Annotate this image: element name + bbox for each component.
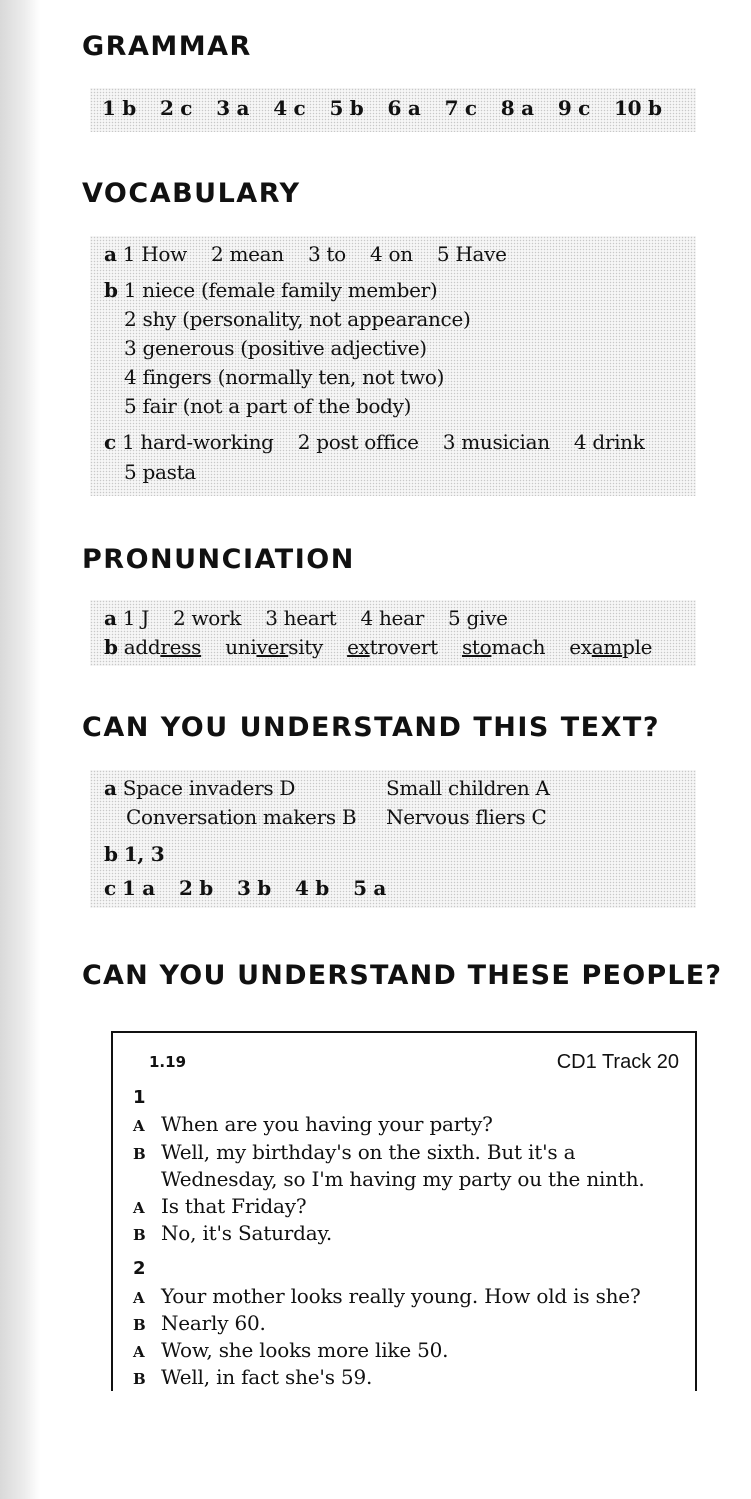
stress-word — [225, 635, 323, 659]
dialogue-line: Wednesday, so I'm having my party ou the ninth. — [161, 1167, 645, 1191]
text-c-item: 2 b — [178, 876, 213, 900]
stressed-syllable: ver — [256, 635, 289, 659]
speaker-label: A — [133, 1199, 145, 1217]
item-label: c — [104, 876, 116, 900]
grammar-answer: 1 b — [102, 96, 136, 120]
grammar-heading: GRAMMAR — [82, 31, 252, 62]
item-label: c — [104, 430, 116, 454]
track-name: CD1 Track 20 — [556, 1051, 679, 1073]
item-label: b — [104, 842, 118, 866]
pronunciation-a-row — [104, 606, 508, 630]
vocabulary-a-item: 1 How — [122, 242, 187, 266]
vocabulary-b-item: 1 niece (female family member) — [123, 278, 438, 302]
item-label: a — [104, 776, 117, 800]
speaker-label: A — [133, 1289, 145, 1307]
vocabulary-b-item: 2 shy (personality, not appearance) — [124, 307, 471, 331]
word-part: mach — [491, 635, 546, 659]
grammar-answer: 3 a — [216, 96, 250, 120]
text-a-item: Conversation makers B — [126, 805, 357, 829]
vocabulary-a-item: 2 mean — [210, 242, 284, 266]
stress-word — [569, 635, 652, 659]
speaker-label: B — [133, 1145, 146, 1163]
dialogue-line: Well, in fact she's 59. — [161, 1365, 373, 1389]
stressed-syllable: ress — [160, 635, 202, 659]
grammar-answer: 5 b — [329, 96, 364, 120]
speaker-label: B — [133, 1226, 146, 1244]
stressed-syllable: am — [591, 635, 623, 659]
vocabulary-answer-box — [90, 236, 696, 496]
stress-word — [347, 635, 438, 659]
pronunciation-b-row — [104, 635, 652, 659]
vocabulary-a-item: 4 on — [369, 242, 413, 266]
word-part: trovert — [369, 635, 438, 659]
pronunciation-a-item: 5 give — [448, 606, 508, 630]
vocabulary-heading: VOCABULARY — [82, 178, 301, 209]
vocabulary-c-item: 1 hard-working — [121, 430, 274, 454]
grammar-answer: 4 c — [273, 96, 306, 120]
text-b-answer: 1, 3 — [123, 842, 165, 866]
text-c-item: 5 a — [353, 876, 387, 900]
item-label: a — [104, 606, 117, 630]
pronunciation-a-item: 4 hear — [360, 606, 424, 630]
vocabulary-b-item: 5 fair (not a part of the body) — [124, 394, 412, 418]
grammar-answer: 9 c — [557, 96, 590, 120]
vocabulary-c-row — [104, 430, 645, 454]
text-a-item: Space invaders D — [122, 776, 296, 800]
text-c-item: 4 b — [295, 876, 329, 900]
pronunciation-a-item: 1 J — [122, 606, 149, 630]
dialogue-line: Your mother looks really young. How old is she? — [161, 1284, 641, 1308]
vocabulary-c-item: 2 post office — [297, 430, 419, 454]
vocabulary-a-item: 5 Have — [436, 242, 507, 266]
dialogue-line: When are you having your party? — [161, 1112, 493, 1136]
vocabulary-a-row — [104, 242, 507, 266]
speaker-label: A — [133, 1117, 145, 1135]
grammar-answer: 6 a — [387, 96, 421, 120]
audio-transcript-box — [111, 1031, 697, 1391]
vocabulary-c-item: 3 musician — [442, 430, 550, 454]
pronunciation-heading: PRONUNCIATION — [82, 544, 355, 575]
vocabulary-c-item: 5 pasta — [124, 460, 196, 484]
stress-word — [124, 635, 201, 659]
vocabulary-c-item: 4 drink — [573, 430, 645, 454]
pronunciation-answer-box — [90, 600, 696, 666]
dialogue-number: 1 — [133, 1087, 146, 1108]
people-section-heading: CAN YOU UNDERSTAND THESE PEOPLE? — [82, 960, 723, 991]
text-c-row — [104, 876, 386, 900]
word-part: add — [123, 635, 161, 659]
page-gutter-shadow — [0, 0, 40, 1499]
stressed-syllable: ex — [347, 635, 370, 659]
word-part: ex — [569, 635, 592, 659]
text-a-row-1 — [104, 776, 295, 800]
item-label: b — [104, 278, 118, 302]
speaker-label: B — [133, 1370, 146, 1388]
dialogue-line: No, it's Saturday. — [161, 1221, 333, 1245]
dialogue-number: 2 — [133, 1258, 146, 1279]
text-b-row — [104, 842, 164, 866]
dialogue-line: Nearly 60. — [161, 1311, 266, 1335]
speaker-label: B — [133, 1316, 146, 1334]
item-label: a — [104, 242, 117, 266]
track-id: 1.19 — [149, 1053, 187, 1071]
vocabulary-b-item: 4 fingers (normally ten, not two) — [124, 365, 445, 389]
text-a-item: Nervous fliers C — [386, 805, 547, 829]
word-part: uni — [225, 635, 257, 659]
vocabulary-a-item: 3 to — [307, 242, 346, 266]
item-label: b — [104, 635, 118, 659]
grammar-answer-box — [90, 88, 696, 132]
text-a-item: Small children A — [386, 776, 550, 800]
text-c-item: 3 b — [237, 876, 271, 900]
text-c-item: 1 a — [121, 876, 155, 900]
dialogue-line: Well, my birthday's on the sixth. But it's a — [161, 1140, 576, 1164]
stress-word — [462, 635, 545, 659]
vocabulary-b-item: 3 generous (positive adjective) — [124, 336, 427, 360]
grammar-answers — [102, 96, 662, 120]
text-section-answer-box — [90, 770, 696, 908]
word-part: ple — [622, 635, 653, 659]
grammar-answer: 8 a — [500, 96, 534, 120]
text-section-heading: CAN YOU UNDERSTAND THIS TEXT? — [82, 712, 660, 743]
speaker-label: A — [133, 1343, 145, 1361]
vocabulary-b-row — [104, 278, 437, 302]
dialogue-line: Is that Friday? — [161, 1194, 307, 1218]
grammar-answer: 2 c — [160, 96, 193, 120]
dialogue-line: Wow, she looks more like 50. — [161, 1338, 449, 1362]
word-part: sity — [288, 635, 324, 659]
pronunciation-a-item: 2 work — [173, 606, 242, 630]
grammar-answer: 10 b — [614, 96, 662, 120]
grammar-answer: 7 c — [444, 96, 477, 120]
pronunciation-a-item: 3 heart — [265, 606, 337, 630]
stressed-syllable: sto — [461, 635, 492, 659]
